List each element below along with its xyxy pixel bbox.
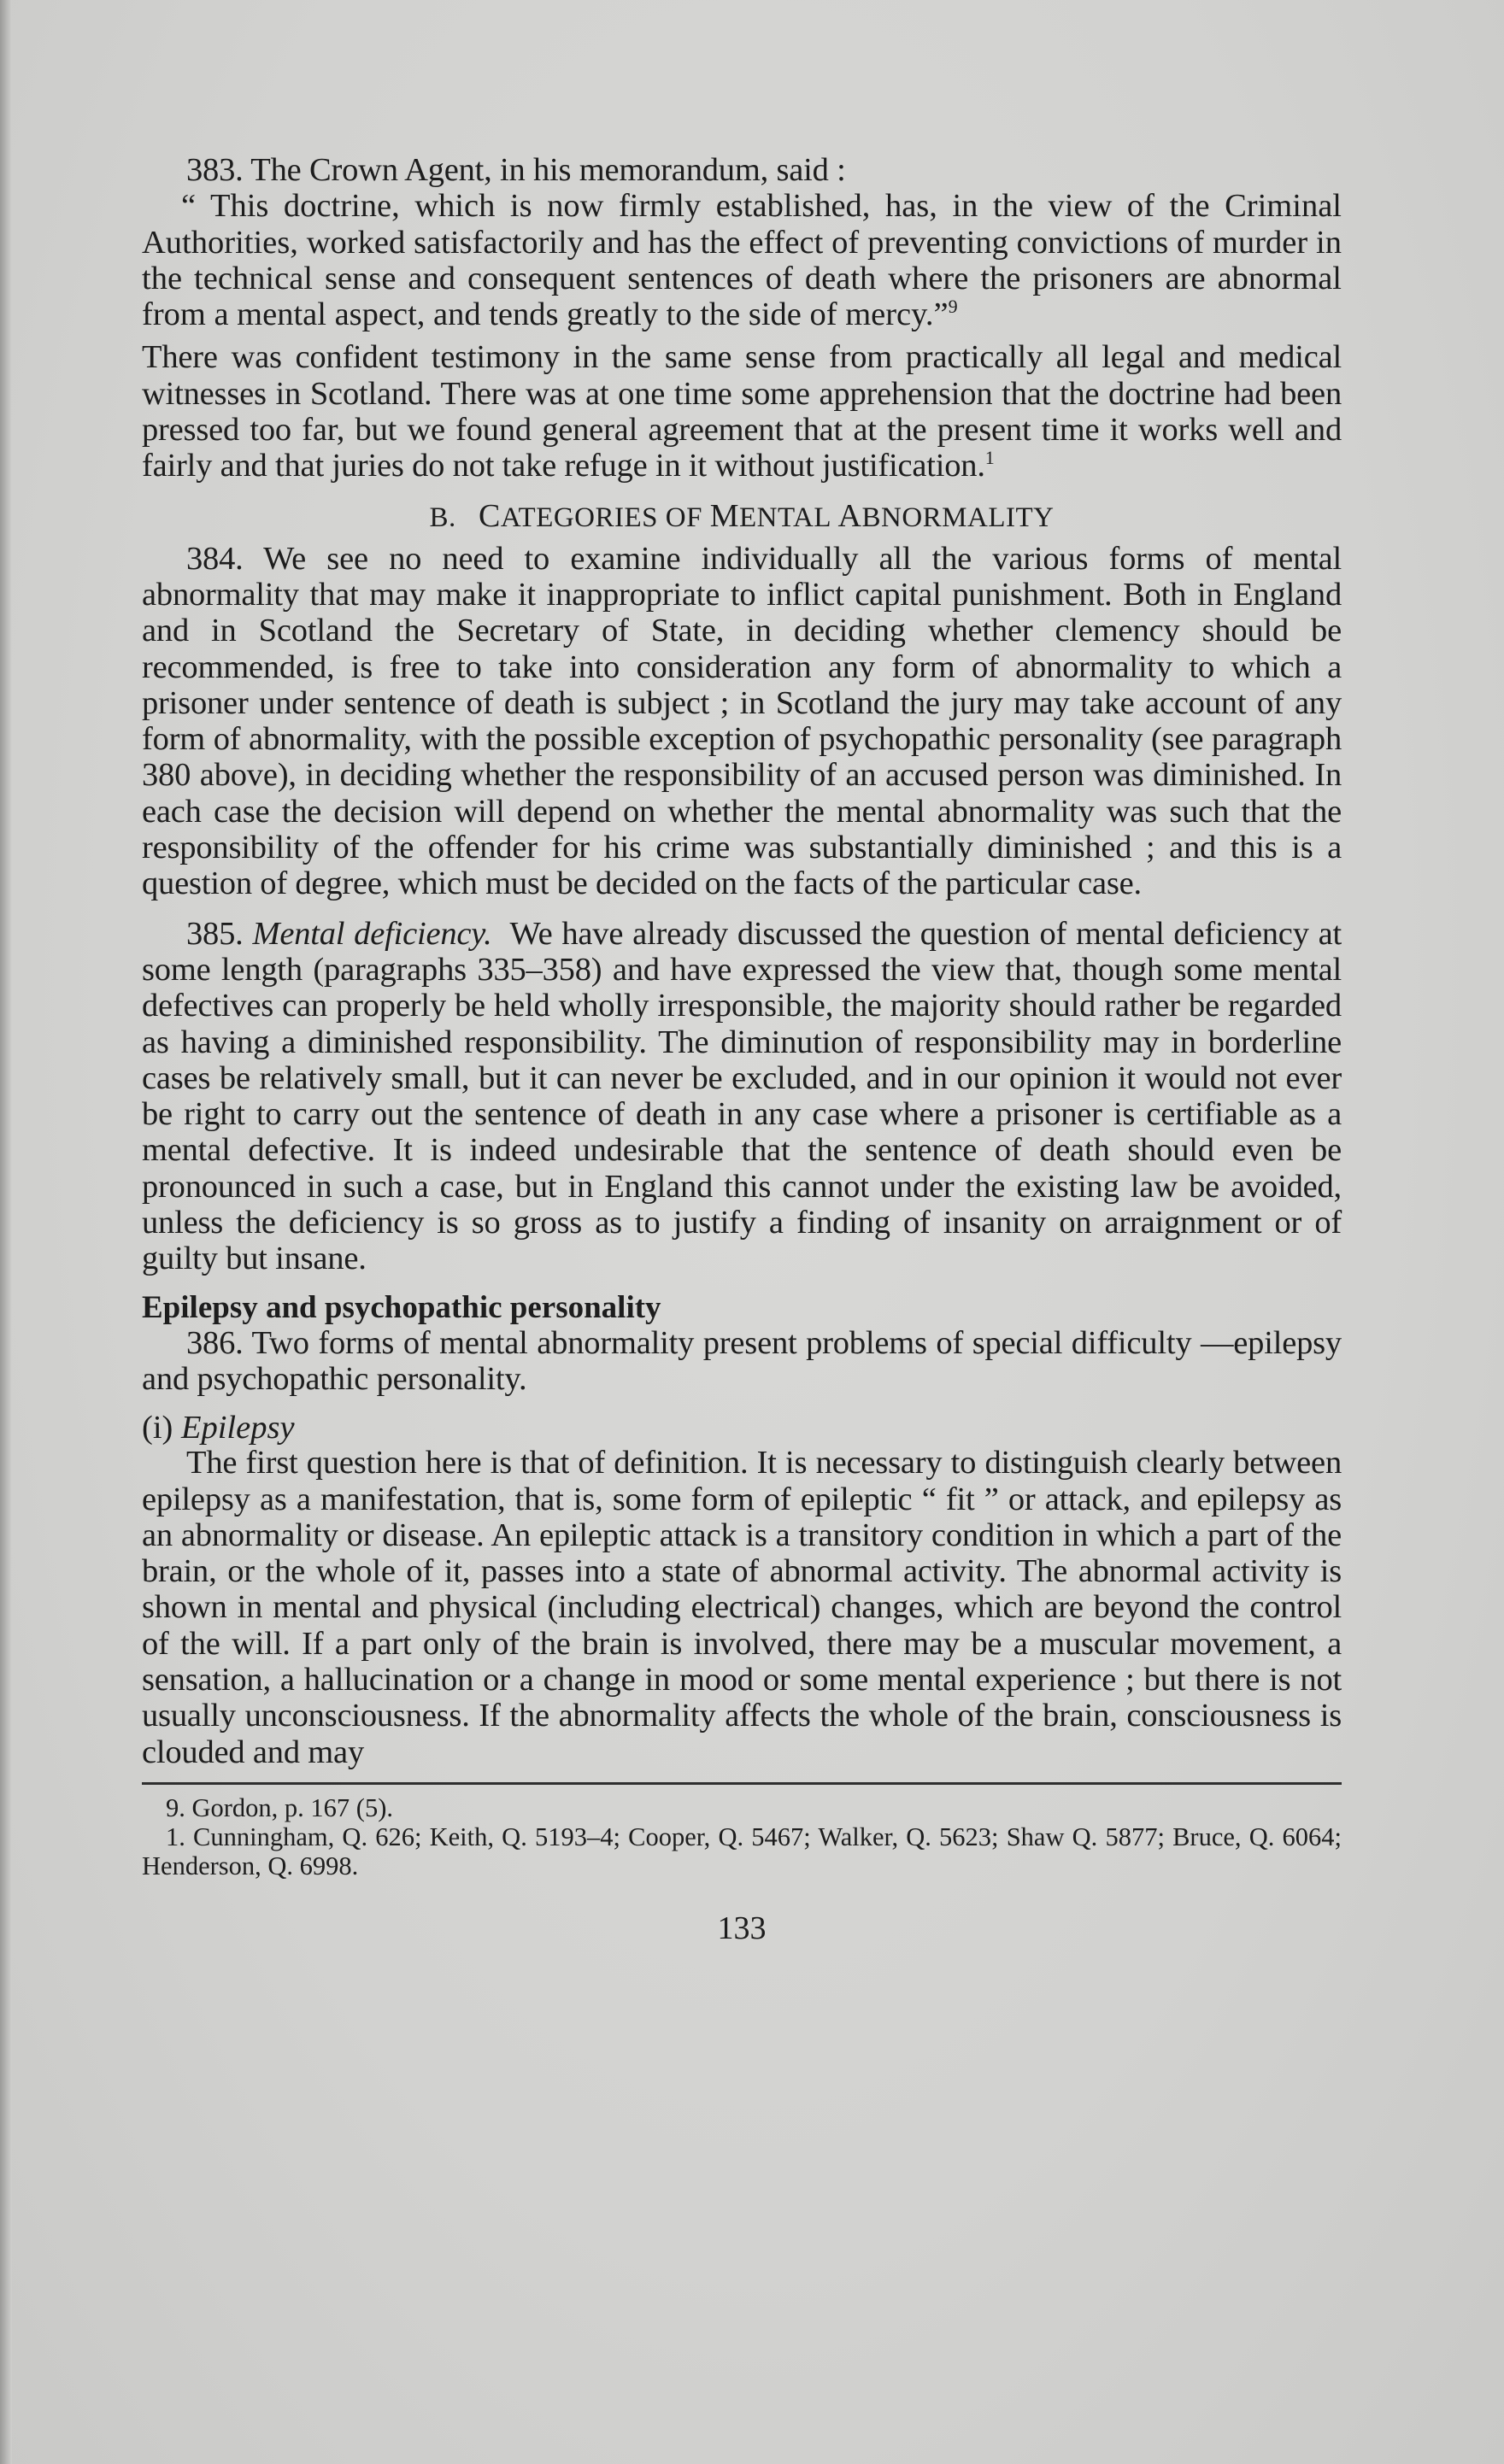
paragraph-385-number: 385. <box>186 915 244 952</box>
footnote-marker: 9. <box>166 1792 185 1822</box>
paragraph-385-title: Mental deficiency. <box>252 915 492 952</box>
footnote-text: Gordon, p. 167 (5). <box>191 1792 393 1822</box>
footnote-divider <box>142 1782 1342 1785</box>
crown-agent-quotation <box>142 188 1342 332</box>
page-number: 133 <box>717 1910 767 1946</box>
section-heading-b <box>142 498 1342 536</box>
footnote-ref-9: 9 <box>948 296 958 318</box>
quotation-text: “ This doctrine, which is now firmly established, has, in the view of the Criminal Authorities, worked satisfactorily and has the effect of preventing convictions of murder in the technical sense and consequent sentences of death where the prisoners are abnormal from a mental aspect, and tends greatly to the side of mercy.” <box>142 188 1342 333</box>
footnote-marker: 1. <box>166 1822 185 1851</box>
subheading-epilepsy <box>142 1411 1342 1445</box>
section-letter: B. <box>429 502 456 533</box>
section-title-part: BNORMALITY <box>861 502 1055 533</box>
paragraph-385-body: We have already discussed the question of mental deficiency at some length (paragraphs 335–358) and have expressed the view that, though some mental defectives can properly be held wholly irresponsible, the majority should rather be regarded as having a diminished responsibility. The diminution of responsibility may in borderline cases be relatively small, but it can never be excluded, and in our opinion it would not ever be right to carry out the sentence of death in any case where a prisoner is certifiable as a mental defective. It is indeed undesirable that the sentence of death should even be pronounced in such a case, but in England this cannot under the existing law be avoided, unless the deficiency is so gross as to justify a finding of insanity on arraignment or of guilty but insane. <box>142 915 1342 1277</box>
paragraph-386: 386. Two forms of mental abnormality present problems of special difficulty —epilepsy and psychopathic personality. <box>142 1324 1342 1397</box>
section-title-part: ENTAL <box>739 502 838 533</box>
heading-epilepsy-psychopathic: Epilepsy and psychopathic personality <box>142 1289 661 1325</box>
paragraph-385 <box>142 916 1342 1277</box>
section-title-part: M <box>709 497 740 534</box>
footnote-ref-1: 1 <box>984 447 995 469</box>
paragraph-386-epilepsy: The first question here is that of definition. It is necessary to distinguish clearly between epilepsy as a manifestation, that is, some form of epileptic “ fit ” or attack, and epilepsy as an abnormality or disease. An epileptic attack is a transitory condition in which a part of the brain, or the whole of it, passes into a state of abnormal activity. The abnormal activity is shown in mental and physical (including electrical) changes, which are beyond the control of the will. If a part only of the brain is involved, there may be a muscular movement, a sensation, a hallucination or a change in mood or some mental experience ; but there is not usually unconsciousness. If the abnormality affects the whole of the brain, consciousness is clouded and may <box>142 1445 1342 1770</box>
page-binding-edge <box>0 0 12 2464</box>
section-title-part: ATEGORIES OF <box>500 502 710 533</box>
document-page <box>142 152 1342 1947</box>
footnote-text: Cunningham, Q. 626; Keith, Q. 5193–4; Cooper, Q. 5467; Walker, Q. 5623; Shaw Q. 5877; Bruce, Q. 6064; Henderson, Q. 6998. <box>142 1822 1342 1880</box>
section-title-part: C <box>479 497 501 534</box>
followup-text: There was confident testimony in the same sense from practically all legal and medical witnesses in Scotland. There was at one time some apprehension that the doctrine had been pressed too far, but we found general agreement that at the present time it works well and fairly and that juries do not take refuge in it without justification. <box>142 339 1342 484</box>
subheading-title: Epilepsy <box>180 1410 295 1446</box>
paragraph-383-followup <box>142 339 1342 484</box>
paragraph-384: 384. We see no need to examine individually all the various forms of mental abnormality that may make it inappropriate to inflict capital punishment. Both in England and in Scotland the Secretary of State, in deciding whether clemency should be recommended, is free to take into consideration any form of abnormality to which a prisoner under sentence of death is subject ; in Scotland the jury may take account of any form of abnormality, with the possible exception of psychopathic personality (see paragraph 380 above), in deciding whether the responsibility of an accused person was diminished. In each case the decision will depend on whether the mental abnormality was such that the responsibility of the offender for his crime was substantially diminished ; and this is a question of degree, which must be decided on the facts of the particular case. <box>142 540 1342 902</box>
section-title-part: A <box>837 497 862 534</box>
paragraph-383-intro: 383. The Crown Agent, in his memorandum, said : <box>186 152 846 188</box>
footnote-9 <box>142 1793 1342 1822</box>
footnote-1 <box>142 1822 1342 1880</box>
subheading-number: (i) <box>142 1410 173 1446</box>
